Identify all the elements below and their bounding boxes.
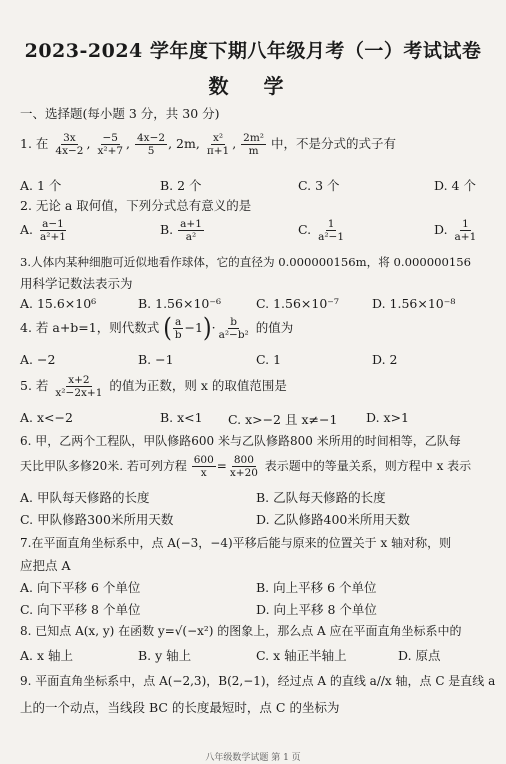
q6-option-b: B. 乙队每天修路的长度 [256,490,386,505]
q5-option-d: D. x>1 [366,410,409,425]
q6-prefix: 天比甲队多修20米. 若可列方程 [20,459,187,474]
q7-option-c: C. 向下平移 8 个单位 [20,602,141,617]
q8-option-d: D. 原点 [398,648,441,663]
question-5 [20,374,287,399]
q4-option-a: A. −2 [20,352,56,367]
q3-option-c: C. 1.56×10⁻⁷ [256,296,339,311]
q2-option-a: A. $\frac{a-1}{\text{a²+1}}$ [20,218,66,244]
q1-frac-4: $\frac{\text{x²}}{\pi+1}$ [206,132,230,158]
q4-option-c: C. 1 [256,352,282,367]
q6-frac-1: $\frac{600}{x}$ [193,454,214,480]
q4-suffix: 的值为 [255,320,294,336]
q5-option-a: A. x<−2 [20,410,73,425]
question-9-line-1: 9. 平面直角坐标系中，点 A(−2,3)，B(2,−1)，经过点 A 的直线 a//x 轴，点 C 是直线 a [20,674,496,688]
q6-frac-2: $\frac{800}{x+20}$ [229,454,258,480]
q1-frac-3: $\frac{4x-2}{5}$ [137,132,166,158]
q3-option-a: A. 15.6×10⁶ [20,296,97,311]
q5-option-c: C. x>−2 且 x≠−1 [228,412,338,427]
question-3-line-2: 用科学记数法表示为 [20,276,133,291]
q5-suffix: 的值为正数，则 x 的取值范围是 [109,378,287,394]
q6-suffix: 表示题中的等量关系，则方程中 x 表示 [264,459,472,474]
exam-title: 2023-2024 学年度下期八年级月考（一）考试试卷 [24,40,482,62]
question-6-line-1: 6. 甲，乙两个工程队，甲队修路600 米与乙队修路800 米所用的时间相等，乙队每 [20,434,461,448]
q5-option-b: B. x<1 [160,410,203,425]
question-1: 1. 在 $\frac{3x}{4x-2}$ , $\frac{-5}{\text{x²+7}}$ , $\frac{4x-2}{5}$ , 2m, $\frac{\text{x²}}{\pi+1}$ , $\frac{\text{2m²}}{m}$ 中，不是分式的式子有 [20,132,397,158]
q1-mid: 2m, [176,136,200,152]
q1-option-a: A. 1 个 [20,178,62,193]
q3-option-d: D. 1.56×10⁻⁸ [372,296,456,311]
q6-option-a: A. 甲队每天修路的长度 [20,490,150,505]
q5-prefix: 5. 若 [20,378,49,394]
q1-option-b: B. 2 个 [160,178,202,193]
q1-option-d: D. 4 个 [434,178,476,193]
q4-prefix: 4. 若 a+b=1，则代数式 [20,320,160,336]
q6-option-c: C. 甲队修路300米所用天数 [20,512,174,527]
question-6-line-2: 天比甲队多修20米. 若可列方程 $\frac{600}{x}$ = $\frac{800}{x+20}$ 表示题中的等量关系，则方程中 x 表示 [20,454,472,480]
q4-frac-2: $\frac{b}{\text{a²−b²}}$ [218,316,249,342]
q2-option-b: B. $\frac{a+1}{\text{a²}}$ [160,218,202,244]
page-footer: 八年级数学试题 第 1 页 [205,753,301,763]
q1-prefix: 1. 在 [20,136,49,152]
question-3-line-1: 3.人体内某种细胞可近似地看作球体，它的直径为 0.000000156m，将 0.000000156 [20,255,471,269]
question-7-line-1: 7.在平面直角坐标系中，点 A(−3，−4)平移后能与原来的位置关于 x 轴对称，则 [20,536,452,550]
q8-option-b: B. y 轴上 [138,648,192,663]
q1-frac-1: $\frac{3x}{4x-2}$ [55,132,84,158]
q2-option-c: C. $\frac{1}{\text{a²−1}}$ [298,218,345,244]
q8-option-c: C. x 轴正半轴上 [256,648,347,663]
q1-option-c: C. 3 个 [298,178,340,193]
section-heading: 一、选择题(每小题 3 分，共 30 分) [20,106,220,121]
q1-suffix: 中，不是分式的式子有 [271,136,397,152]
q7-option-a: A. 向下平移 6 个单位 [20,580,141,595]
q5-frac: $\frac{x+2}{\text{x²−2x+1}}$ [55,374,103,400]
q1-frac-5: $\frac{\text{2m²}}{m}$ [243,132,265,158]
q4-option-b: B. −1 [138,352,174,367]
q7-option-d: D. 向上平移 8 个单位 [256,602,377,617]
q1-frac-2: $\frac{-5}{\text{x²+7}}$ [97,132,124,158]
subject-title: 数 学 [208,74,298,98]
q7-option-b: B. 向上平移 6 个单位 [256,580,377,595]
question-7-line-2: 应把点 A [20,558,71,573]
question-9-line-2: 上的一个动点，当线段 BC 的长度最短时，点 C 的坐标为 [20,700,340,715]
question-4: 4. 若 a+b=1，则代数式 ( $\frac{a}{b}$ −1)· $\frac{b}{\text{a²−b²}}$ 的值为 [20,313,294,344]
question-8: 8. 已知点 A(x, y) 在函数 y=√(−x²) 的图象上，那么点 A 应在平面直角坐标系中的 [20,624,462,638]
question-2: 2. 无论 a 取何值，下列分式总有意义的是 [20,198,252,213]
q2-option-d: D. $\frac{1}{a+1}$ [434,218,477,244]
q6-option-d: D. 乙队修路400米所用天数 [256,512,410,527]
q4-frac-1: $\frac{a}{b}$ [174,316,182,342]
q3-option-b: B. 1.56×10⁻⁶ [138,296,221,311]
q4-option-d: D. 2 [372,352,398,367]
q8-option-a: A. x 轴上 [20,648,73,663]
